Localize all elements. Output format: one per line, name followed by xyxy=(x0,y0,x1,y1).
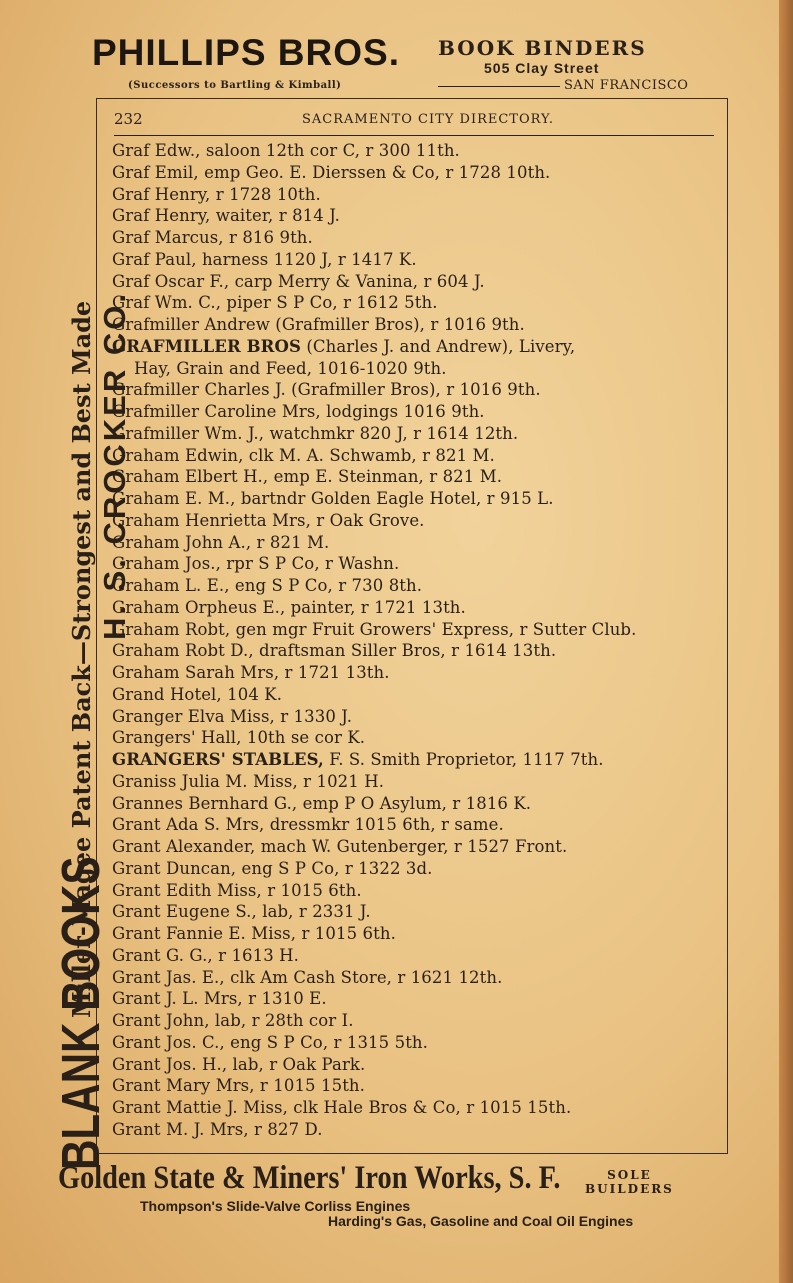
page-number: 232 xyxy=(114,110,143,128)
directory-entry xyxy=(112,379,724,401)
entry-text: Graf Emil, emp Geo. E. Dierssen & Co, r 1728 10th. xyxy=(112,162,551,182)
entry-text: Graham Sarah Mrs, r 1721 13th. xyxy=(112,663,390,682)
footer-builders: BUILDERS xyxy=(585,1182,674,1196)
entry-text: Graham L. E., eng S P Co, r 730 8th. xyxy=(112,576,423,595)
entry-text: Graham Robt D., draftsman Siller Bros, r 1614 13th. xyxy=(112,641,557,661)
entry-text: Hay, Grain and Feed, 1016-1020 9th. xyxy=(134,358,447,378)
directory-entry xyxy=(112,1054,724,1076)
directory-entry xyxy=(112,140,724,162)
directory-entry xyxy=(112,988,724,1010)
footer-harding: Harding's Gas, Gasoline and Coal Oil Engines xyxy=(328,1213,634,1229)
entry-text: Graham Elbert H., emp E. Steinman, r 821 M. xyxy=(112,467,503,487)
entry-text: Graf Wm. C., piper S P Co, r 1612 5th. xyxy=(112,293,438,313)
header-divider xyxy=(114,135,714,136)
entry-text: Graniss Julia M. Miss, r 1021 H. xyxy=(112,771,385,791)
directory-entry xyxy=(112,314,724,336)
entry-text: Grant J. L. Mrs, r 1310 E. xyxy=(112,989,327,1009)
entry-text: Graham Orpheus E., painter, r 1721 13th. xyxy=(112,597,466,617)
directory-entry xyxy=(112,575,724,597)
directory-entries xyxy=(112,140,724,1141)
footer-iron-works: Golden State & Miners' Iron Works, S. F. xyxy=(58,1160,561,1196)
entry-text: Grant Jos. H., lab, r Oak Park. xyxy=(112,1054,366,1074)
directory-entry xyxy=(112,336,724,358)
entry-text: Graf Edw., saloon 12th cor C, r 300 11th. xyxy=(112,141,460,160)
entry-text: Grafmiller Caroline Mrs, lodgings 1016 9th. xyxy=(112,402,485,421)
side-crocker: H. S. CROCKER CO. xyxy=(97,291,132,640)
directory-entry xyxy=(112,880,724,902)
entry-text: (Charles J. and Andrew), Livery, xyxy=(301,336,576,356)
header-city: SAN FRANCISCO xyxy=(564,78,689,93)
entry-text: Grafmiller Charles J. (Grafmiller Bros), r 1016 9th. xyxy=(112,380,541,400)
side-blank-books: BLANK BOOKS xyxy=(51,856,111,1170)
entry-text: Graf Oscar F., carp Merry & Vanina, r 604 J. xyxy=(112,271,485,291)
directory-entry xyxy=(112,205,724,227)
side-tagline: Miller-Magee Patent Back—Strongest and Best Made xyxy=(66,300,96,1018)
entry-bold-name: GRANGERS' STABLES, xyxy=(112,750,324,769)
directory-entry xyxy=(112,292,724,314)
entry-text: Graf Marcus, r 816 9th. xyxy=(112,228,313,247)
directory-entry xyxy=(112,858,724,880)
entry-text: Grand Hotel, 104 K. xyxy=(112,684,283,704)
entry-text: Grafmiller Andrew (Grafmiller Bros), r 1016 9th. xyxy=(112,315,525,334)
directory-entry xyxy=(112,1097,724,1119)
directory-entry xyxy=(112,814,724,836)
directory-entry xyxy=(112,901,724,923)
header-successors: (Successors to Bartling & Kimball) xyxy=(128,80,342,91)
entry-text: Grant Fannie E. Miss, r 1015 6th. xyxy=(112,924,396,943)
directory-entry xyxy=(112,923,724,945)
entry-text: F. S. Smith Proprietor, 1117 7th. xyxy=(323,750,604,769)
entry-text: Graf Paul, harness 1120 J, r 1417 K. xyxy=(112,249,417,269)
entry-text: Grant Duncan, eng S P Co, r 1322 3d. xyxy=(112,858,433,878)
entry-text: Grant Ada S. Mrs, dressmkr 1015 6th, r same. xyxy=(112,815,504,835)
directory-entry xyxy=(112,466,724,488)
directory-entry xyxy=(112,836,724,858)
directory-entry xyxy=(112,510,724,532)
entry-text: Grangers' Hall, 10th se cor K. xyxy=(112,728,366,748)
directory-entry xyxy=(112,749,724,771)
directory-entry xyxy=(112,619,724,641)
page-title: SACRAMENTO CITY DIRECTORY. xyxy=(302,112,555,127)
entry-text: Grannes Bernhard G., emp P O Asylum, r 1816 K. xyxy=(112,793,532,813)
directory-entry xyxy=(112,640,724,662)
entry-text: Graham John A., r 821 M. xyxy=(112,532,330,552)
entry-text: Graham Jos., rpr S P Co, r Washn. xyxy=(112,554,400,574)
entry-text: Grant M. J. Mrs, r 827 D. xyxy=(112,1119,323,1139)
entry-text: Graf Henry, r 1728 10th. xyxy=(112,184,321,204)
header-company: PHILLIPS BROS. xyxy=(92,32,400,73)
directory-entry xyxy=(112,706,724,728)
directory-entry xyxy=(112,771,724,793)
directory-entry xyxy=(112,1119,724,1141)
entry-text: Grant Alexander, mach W. Gutenberger, r 1527 Front. xyxy=(112,837,568,856)
directory-entry xyxy=(112,1010,724,1032)
directory-entry xyxy=(112,945,724,967)
entry-text: Grafmiller Wm. J., watchmkr 820 J, r 1614 12th. xyxy=(112,423,519,443)
footer-sole-builders xyxy=(585,1168,674,1196)
directory-entry xyxy=(112,1075,724,1097)
entry-text: Grant Jas. E., clk Am Cash Store, r 1621 12th. xyxy=(112,967,503,987)
entry-text: Graham Edwin, clk M. A. Schwamb, r 821 M. xyxy=(112,445,495,465)
entry-text: Grant Edith Miss, r 1015 6th. xyxy=(112,880,362,900)
directory-entry xyxy=(112,401,724,423)
entry-text: Granger Elva Miss, r 1330 J. xyxy=(112,706,353,726)
directory-entry xyxy=(112,793,724,815)
header-rule xyxy=(438,86,560,87)
entry-text: Graham Robt, gen mgr Fruit Growers' Express, r Sutter Club. xyxy=(112,619,637,639)
directory-entry xyxy=(112,358,724,380)
page-edge xyxy=(779,0,793,1283)
running-header xyxy=(114,110,714,132)
directory-entry xyxy=(112,684,724,706)
directory-entry xyxy=(112,662,724,684)
directory-entry xyxy=(112,1032,724,1054)
directory-entry xyxy=(112,553,724,575)
entry-bold-name: GRAFMILLER BROS xyxy=(112,336,301,356)
footer-corliss: Thompson's Slide-Valve Corliss Engines xyxy=(140,1198,411,1214)
entry-text: Graham E. M., bartndr Golden Eagle Hotel, r 915 L. xyxy=(112,489,554,508)
footer-sole: SOLE xyxy=(607,1168,652,1182)
header-address: 505 Clay Street xyxy=(484,60,600,76)
directory-entry xyxy=(112,271,724,293)
directory-entry xyxy=(112,227,724,249)
directory-entry xyxy=(112,184,724,206)
directory-entry xyxy=(112,727,724,749)
entry-text: Graham Henrietta Mrs, r Oak Grove. xyxy=(112,510,425,530)
directory-entry xyxy=(112,967,724,989)
directory-entry xyxy=(112,488,724,510)
entry-text: Grant John, lab, r 28th cor I. xyxy=(112,1011,354,1030)
entry-text: Grant Mattie J. Miss, clk Hale Bros & Co, r 1015 15th. xyxy=(112,1098,572,1117)
directory-entry xyxy=(112,532,724,554)
header-trade: BOOK BINDERS xyxy=(438,36,647,60)
entry-text: Grant Eugene S., lab, r 2331 J. xyxy=(112,902,371,922)
entry-text: Grant Mary Mrs, r 1015 15th. xyxy=(112,1076,365,1096)
directory-entry xyxy=(112,249,724,271)
directory-entry xyxy=(112,445,724,467)
directory-entry xyxy=(112,597,724,619)
entry-text: Grant G. G., r 1613 H. xyxy=(112,945,300,965)
entry-text: Graf Henry, waiter, r 814 J. xyxy=(112,206,340,226)
directory-entry xyxy=(112,162,724,184)
entry-text: Grant Jos. C., eng S P Co, r 1315 5th. xyxy=(112,1032,428,1052)
directory-entry xyxy=(112,423,724,445)
